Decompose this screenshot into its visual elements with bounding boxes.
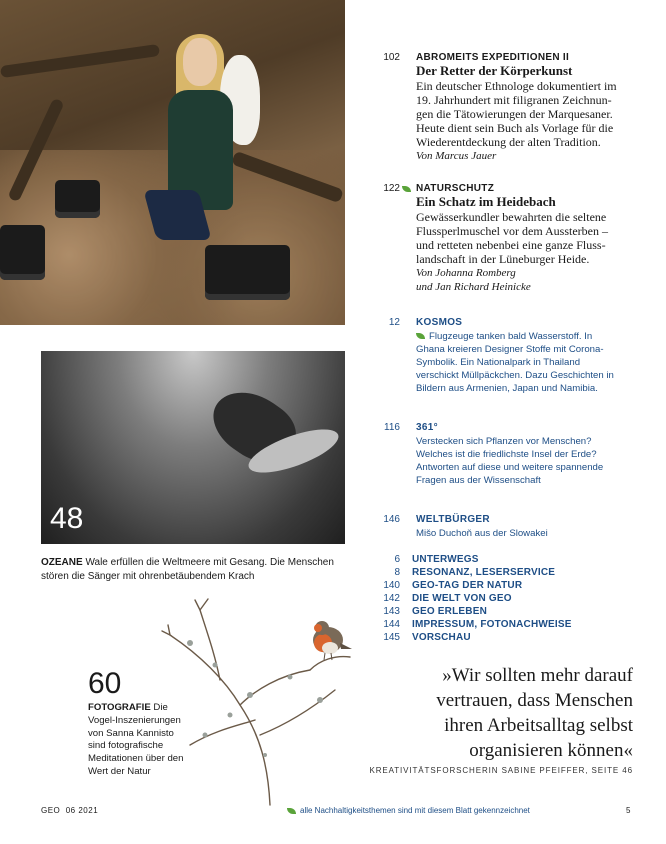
forest-photo bbox=[0, 0, 345, 325]
toc-section-list bbox=[370, 554, 650, 654]
caption-text: Die Vogel-Inszenierungen von Sanna Kannisto sind fotografische Meditationen über den Wert der Natur bbox=[88, 702, 184, 777]
toc-kicker: NATURSCHUTZ bbox=[416, 183, 495, 194]
bird-on-branch-art bbox=[160, 595, 380, 810]
toc-page: 6 bbox=[394, 554, 400, 565]
toc-desc-line: Mišo Duchoň aus der Slowakei bbox=[416, 528, 548, 539]
toc-headline: Der Retter der Körperkunst bbox=[416, 63, 573, 78]
toc-page: 142 bbox=[383, 593, 400, 604]
person-head bbox=[183, 38, 217, 86]
toc-author: Von Marcus Jauer bbox=[416, 150, 497, 162]
caption-text: Wale erfüllen die Weltmeere mit Gesang. Die Menschen stören die Sänger mit ohrenbetäubendem Krach bbox=[41, 557, 334, 582]
toc-page: 145 bbox=[383, 632, 400, 643]
toc-desc-line: Antworten auf diese und weitere spannende bbox=[416, 462, 604, 473]
page-number-60: 60 bbox=[88, 667, 122, 700]
toc-desc-line: Fragen aus der Wissenschaft bbox=[416, 475, 541, 486]
typewriter bbox=[0, 225, 45, 280]
quote-line: vertrauen, dass Menschen bbox=[436, 690, 633, 711]
toc-desc-line: gen die Tätowierungen der Marquesaner. bbox=[416, 107, 613, 121]
caption-kicker: OZEANE bbox=[41, 557, 83, 568]
toc-title: VORSCHAU bbox=[412, 632, 471, 643]
toc-desc-line: Flugzeuge tanken bald Wasserstoff. In bbox=[429, 331, 593, 342]
toc-page: 122 bbox=[383, 183, 400, 194]
toc-page: 143 bbox=[383, 606, 400, 617]
footer-eco-note bbox=[287, 806, 530, 815]
eco-leaf-icon bbox=[416, 333, 425, 339]
toc-kicker: ABROMEITS EXPEDITIONEN II bbox=[416, 52, 570, 63]
toc-desc-line: Wiederentdeckung der alten Tradition. bbox=[416, 135, 601, 149]
toc-desc-line: Flussperlmuschel vor dem Aussterben – bbox=[416, 224, 608, 238]
toc-page: 102 bbox=[383, 52, 400, 63]
toc-page: 146 bbox=[383, 514, 400, 525]
foto-caption bbox=[88, 702, 188, 779]
toc-headline: Ein Schatz im Heidebach bbox=[416, 194, 556, 209]
footer-page-number: 5 bbox=[626, 806, 631, 815]
toc-desc-line: Symbolik. Ein Nationalpark in Thailand bbox=[416, 357, 581, 368]
toc-title: UNTERWEGS bbox=[412, 554, 479, 565]
toc-kicker: WELTBÜRGER bbox=[416, 514, 490, 525]
footer-eco-text: alle Nachhaltigkeitsthemen sind mit diesem Blatt gekennzeichnet bbox=[300, 806, 530, 815]
toc-page: 140 bbox=[383, 580, 400, 591]
toc-desc-line: landschaft in der Lüneburger Heide. bbox=[416, 252, 590, 266]
toc-desc-line: und retteten nebenbei eine ganze Fluss- bbox=[416, 238, 606, 252]
toc-kicker: KOSMOS bbox=[416, 317, 463, 328]
toc-page: 116 bbox=[384, 422, 400, 433]
branch bbox=[0, 44, 160, 78]
toc-author: und Jan Richard Heinicke bbox=[416, 281, 531, 293]
toc-page: 8 bbox=[394, 567, 400, 578]
toc-desc-line: Gewässerkundler bewahrten die seltene bbox=[416, 210, 607, 224]
toc-title: IMPRESSUM, FOTONACHWEISE bbox=[412, 619, 572, 630]
robin-bird bbox=[313, 621, 352, 660]
eco-leaf-icon bbox=[402, 186, 411, 192]
ocean-caption bbox=[41, 556, 345, 584]
toc-desc-line: verschickt Müllpäckchen. Dazu Geschichten in bbox=[416, 370, 614, 381]
typewriter bbox=[205, 245, 290, 300]
quote-line: »Wir sollten mehr darauf bbox=[442, 665, 633, 686]
pull-quote bbox=[398, 663, 633, 763]
quote-attribution: KREATIVITÄTSFORSCHERIN SABINE PFEIFFER, SEITE 46 bbox=[369, 766, 633, 775]
toc-title: RESONANZ, LESERSERVICE bbox=[412, 567, 556, 578]
quote-line: ihren Arbeitsalltag selbst bbox=[444, 715, 633, 736]
caption-kicker: FOTOGRAFIE bbox=[88, 702, 151, 713]
typewriter bbox=[55, 180, 100, 218]
toc-desc-line: Verstecken sich Pflanzen vor Menschen? bbox=[416, 436, 592, 447]
toc-page: 12 bbox=[388, 317, 400, 328]
toc-title: DIE WELT VON GEO bbox=[412, 593, 512, 604]
toc-author: Von Johanna Romberg bbox=[416, 267, 516, 279]
eco-leaf-icon bbox=[287, 808, 296, 814]
quote-line: organisieren können« bbox=[469, 740, 633, 761]
toc-page: 144 bbox=[383, 619, 400, 630]
toc-desc-line: 19. Jahrhundert mit filigranen Zeichnun- bbox=[416, 93, 612, 107]
footer-issue: GEO 06 2021 bbox=[41, 806, 99, 815]
toc-desc-line: Ein deutscher Ethnologe dokumentiert im bbox=[416, 79, 617, 93]
toc-title: GEO-TAG DER NATUR bbox=[412, 580, 523, 591]
ocean-photo bbox=[41, 351, 345, 544]
toc-title: GEO ERLEBEN bbox=[412, 606, 487, 617]
toc-kicker: 361° bbox=[416, 422, 438, 433]
toc-desc-line: Ghana kreieren Designer Stoffe mit Corona- bbox=[416, 344, 604, 355]
page-number-48: 48 bbox=[50, 502, 84, 535]
toc-desc-line: Bildern aus Armenien, Japan und Namibia. bbox=[416, 383, 598, 394]
toc-desc-line: Heute dient sein Buch als Vorlage für die bbox=[416, 121, 614, 135]
toc-desc-line: Welches ist die friedlichste Insel der Erde? bbox=[416, 449, 597, 460]
